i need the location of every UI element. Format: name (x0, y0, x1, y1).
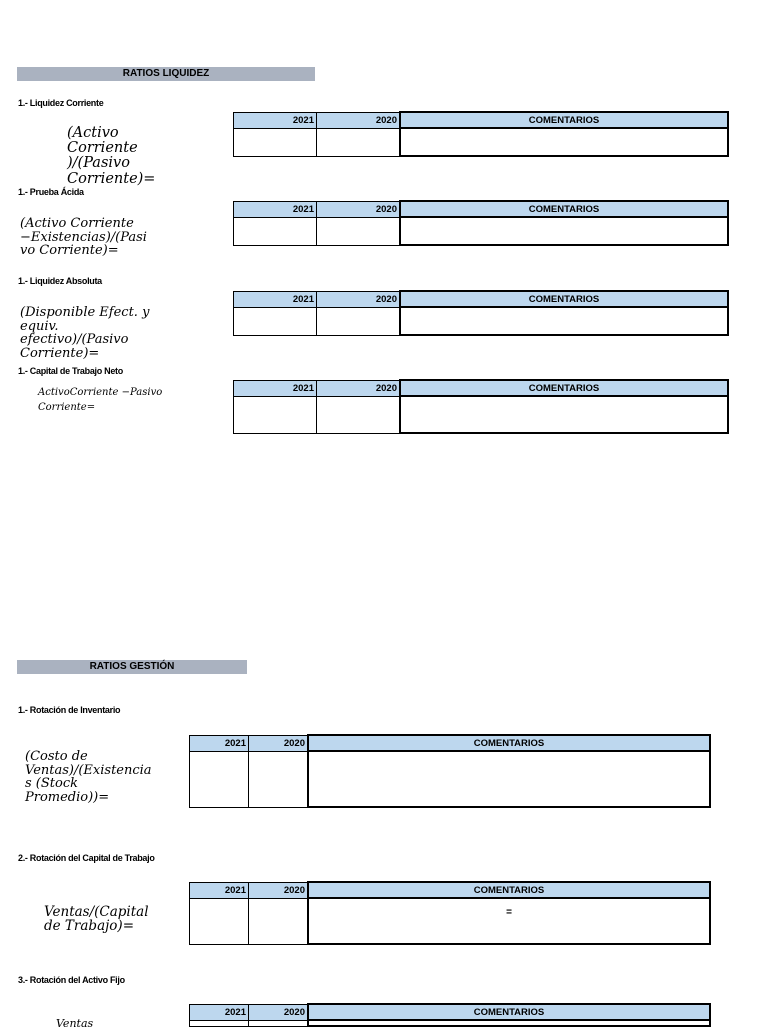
value-cell-2020[interactable] (317, 128, 401, 156)
ratio-table-capital-trabajo-neto (233, 379, 729, 434)
ratio-table-prueba-acida (233, 200, 729, 246)
formula-capital-trabajo-neto: ActivoCorriente −Pasivo Corriente= (38, 387, 163, 413)
ratio-label-liquidez-corriente: 1.- Liquidez Corriente (18, 98, 104, 108)
comments-header: COMENTARIOS (308, 735, 710, 751)
section-title-liquidez: RATIOS LIQUIDEZ (17, 67, 315, 81)
year-header-2020: 2020 (317, 112, 401, 128)
value-cell-2020[interactable] (249, 751, 309, 807)
year-header-2021: 2021 (190, 1004, 249, 1020)
comments-cell[interactable] (400, 128, 728, 156)
ratio-label-prueba-acida: 1.- Prueba Ácida (18, 187, 84, 197)
formula-prueba-acida: (Activo Corriente −Existencias)/(Pasi vo Corriente)= (20, 216, 147, 259)
ratio-table-liquidez-absoluta (233, 290, 729, 336)
value-cell-2020[interactable] (317, 307, 401, 335)
year-header-2020: 2020 (317, 380, 401, 396)
year-header-2020: 2020 (249, 1004, 309, 1020)
comments-cell[interactable] (400, 396, 728, 433)
value-cell-2020[interactable] (249, 1020, 309, 1026)
comments-cell[interactable] (308, 1020, 710, 1026)
year-header-2021: 2021 (234, 291, 317, 307)
formula-liquidez-absoluta: (Disponible Efect. y equiv. efectivo)/(Pasivo Corriente)= (20, 305, 150, 361)
ratio-label-capital-trabajo-neto: 1.- Capital de Trabajo Neto (18, 366, 123, 376)
ratio-label-rotacion-capital-trabajo: 2.- Rotación del Capital de Trabajo (18, 853, 155, 863)
comments-cell[interactable] (308, 751, 710, 807)
year-header-2020: 2020 (249, 882, 309, 898)
formula-liquidez-corriente: (Activo Corriente )/(Pasivo Corriente)= (67, 125, 156, 187)
value-cell-2021[interactable] (234, 217, 317, 245)
comments-header: COMENTARIOS (308, 1004, 710, 1020)
formula-rotacion-capital-trabajo: Ventas/(Capital de Trabajo)= (44, 904, 149, 935)
ratio-label-rotacion-inventario: 1.- Rotación de Inventario (18, 705, 121, 715)
comments-header: COMENTARIOS (400, 380, 728, 396)
comments-header: COMENTARIOS (308, 882, 710, 898)
year-header-2021: 2021 (234, 112, 317, 128)
value-cell-2021[interactable] (234, 307, 317, 335)
formula-rotacion-activo-fijo: Ventas (56, 1017, 94, 1030)
ratio-label-rotacion-activo-fijo: 3.- Rotación del Activo Fijo (18, 975, 125, 985)
value-cell-2021[interactable] (234, 128, 317, 156)
ratio-table-rotacion-capital-trabajo (189, 881, 711, 945)
value-cell-2021[interactable] (190, 1020, 249, 1026)
ratio-table-liquidez-corriente (233, 111, 729, 157)
value-cell-2020[interactable] (317, 217, 401, 245)
ratio-table-rotacion-inventario (189, 734, 711, 808)
year-header-2021: 2021 (234, 201, 317, 217)
comments-cell[interactable] (400, 217, 728, 245)
value-cell-2021[interactable] (234, 396, 317, 433)
year-header-2021: 2021 (190, 735, 249, 751)
year-header-2021: 2021 (234, 380, 317, 396)
year-header-2020: 2020 (317, 201, 401, 217)
comments-cell[interactable]: = (308, 898, 710, 944)
year-header-2021: 2021 (190, 882, 249, 898)
comments-cell[interactable] (400, 307, 728, 335)
formula-rotacion-inventario: (Costo de Ventas)/(Existencia s (Stock Promedio))= (25, 749, 152, 805)
year-header-2020: 2020 (317, 291, 401, 307)
year-header-2020: 2020 (249, 735, 309, 751)
comments-header: COMENTARIOS (400, 291, 728, 307)
ratio-table-rotacion-activo-fijo (189, 1003, 711, 1027)
value-cell-2020[interactable] (249, 898, 309, 944)
comments-header: COMENTARIOS (400, 201, 728, 217)
value-cell-2021[interactable] (190, 751, 249, 807)
section-title-gestion: RATIOS GESTIÓN (17, 660, 247, 674)
ratio-label-liquidez-absoluta: 1.- Liquidez Absoluta (18, 276, 102, 286)
value-cell-2021[interactable] (190, 898, 249, 944)
value-cell-2020[interactable] (317, 396, 401, 433)
comments-header: COMENTARIOS (400, 112, 728, 128)
